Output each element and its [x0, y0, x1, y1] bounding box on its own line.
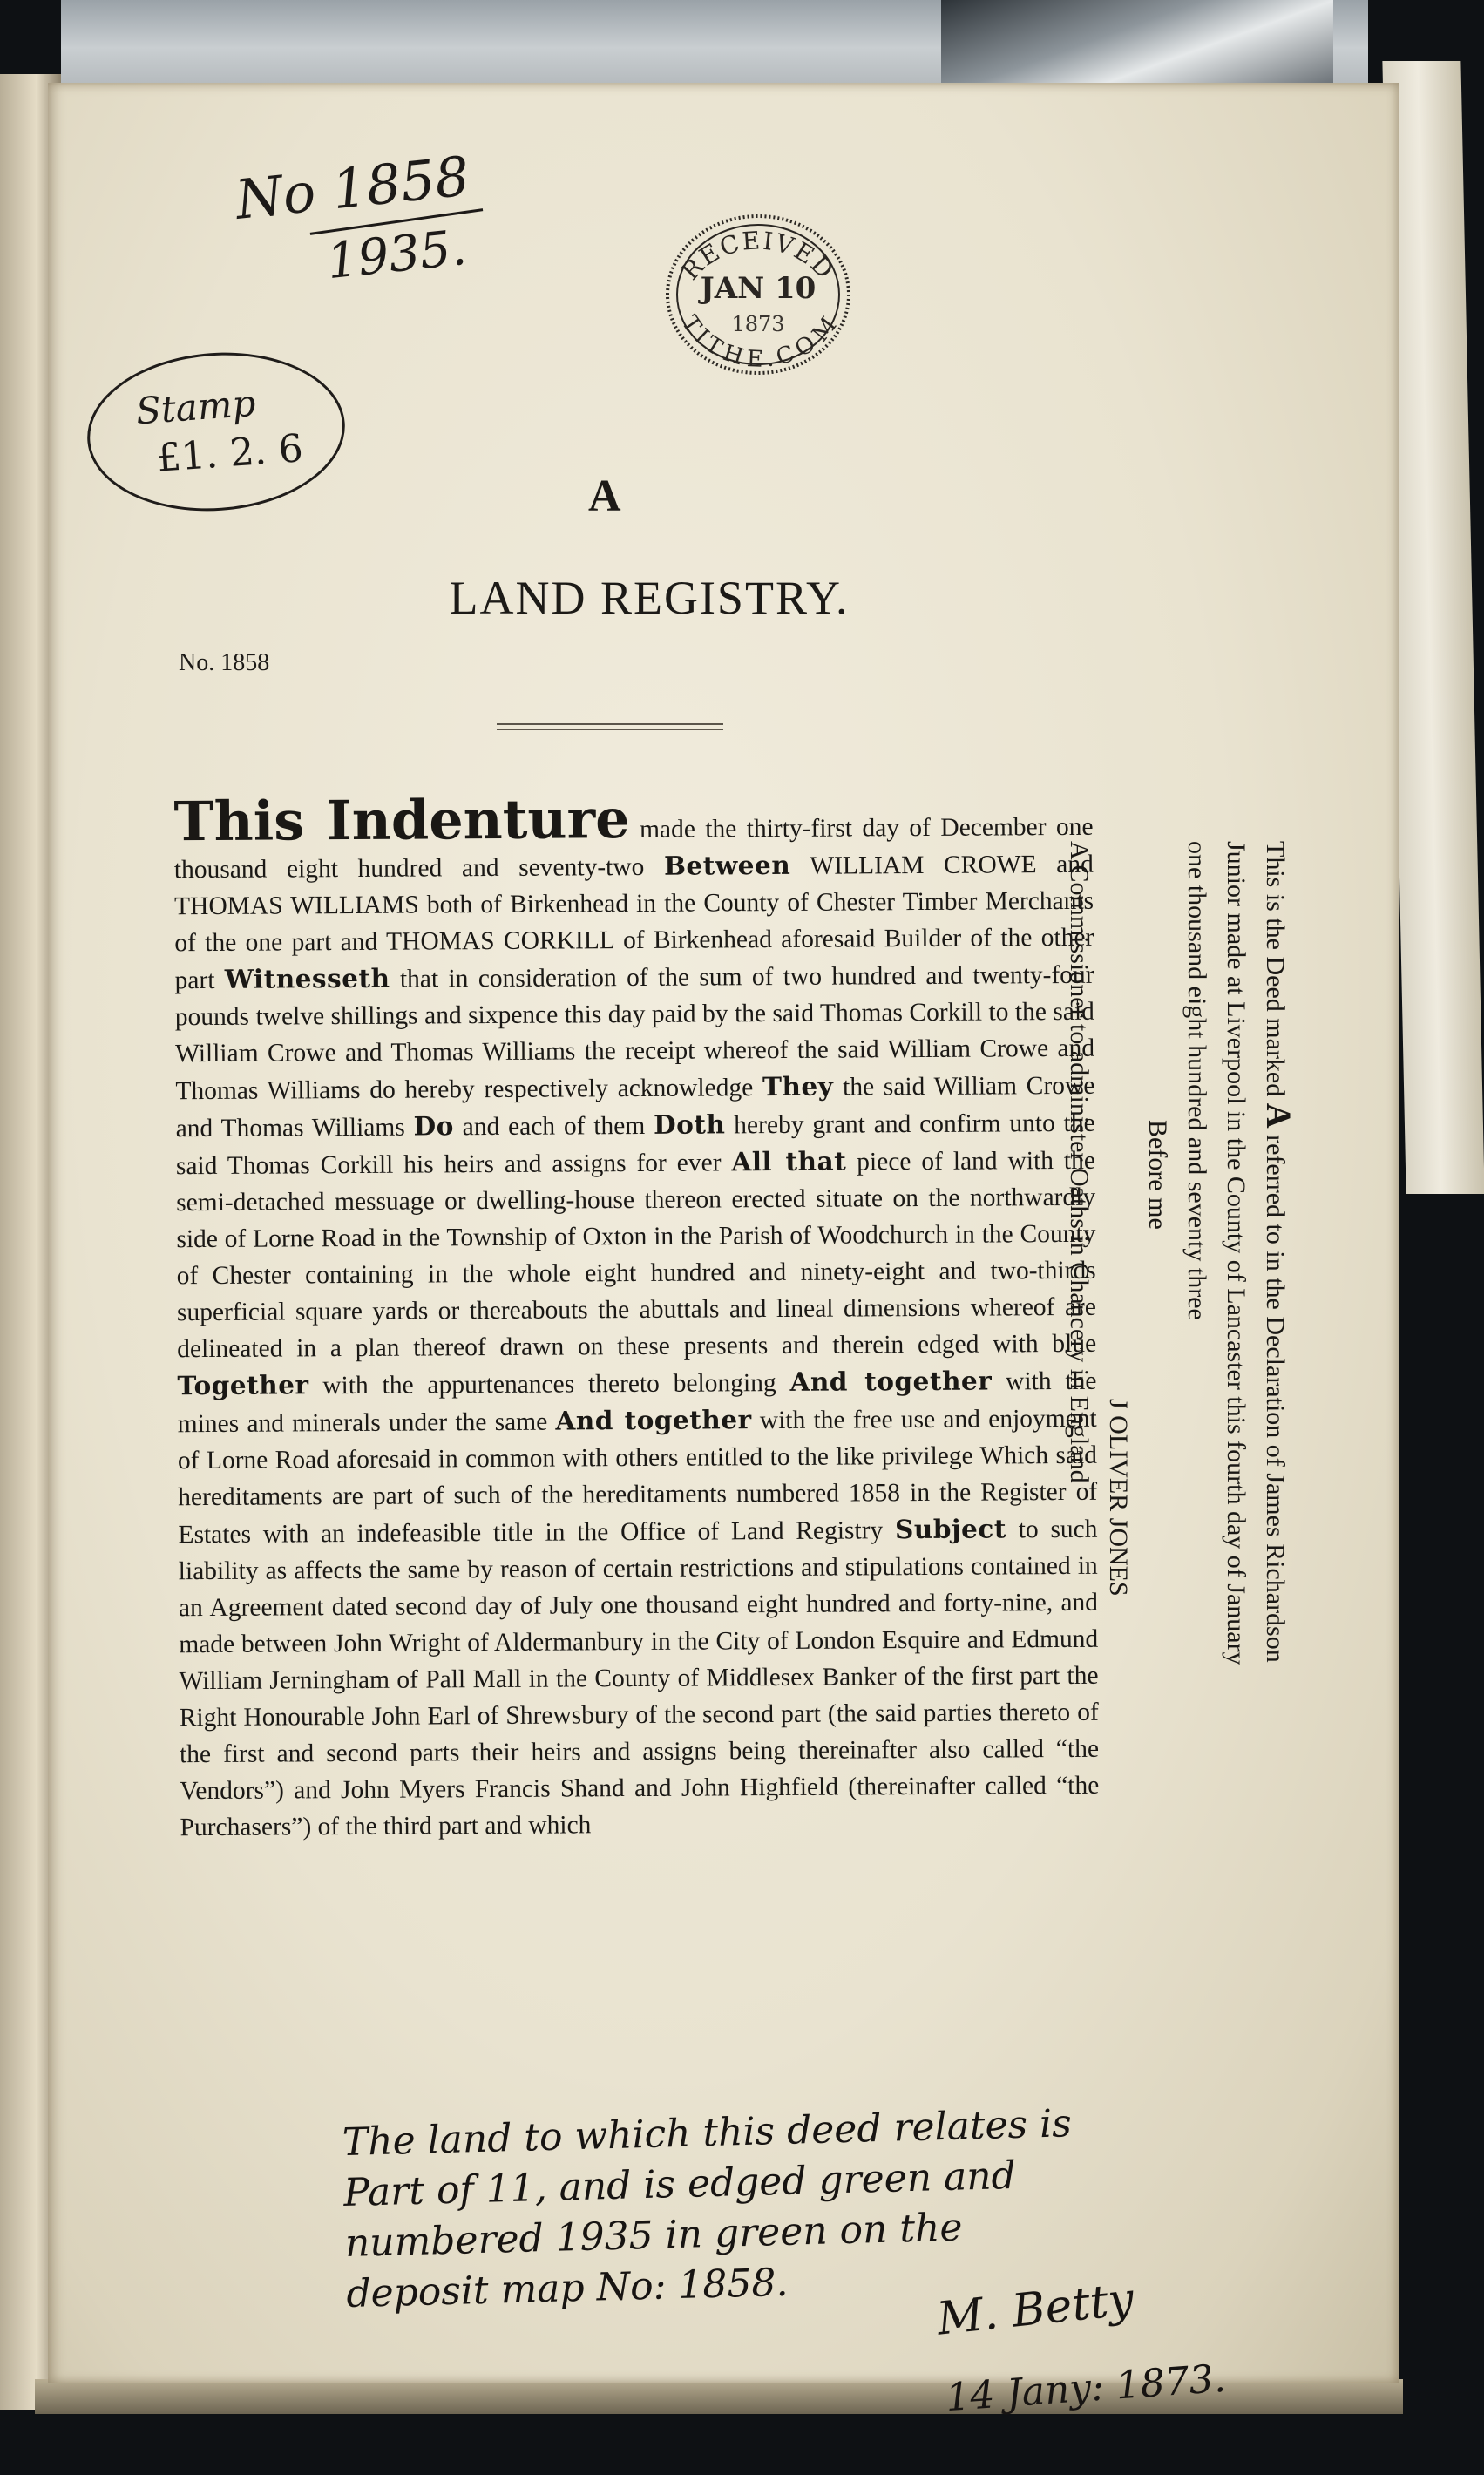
received-stamp-bottom: TITHE.COM	[676, 310, 844, 373]
received-stamp-top: RECEIVED	[675, 226, 841, 286]
received-stamp-year: 1873	[731, 312, 785, 336]
stamp-duty-oval	[82, 344, 350, 519]
deed-page	[48, 83, 1399, 2421]
indenture-text	[173, 787, 1100, 1846]
indenture-opening: This Indenture	[173, 787, 630, 854]
indenture-keyword: And together	[789, 1365, 993, 1397]
title-rule	[497, 723, 723, 730]
margin-line-2: Junior made at Liverpool in the County of Lancaster this fourth day of January	[1222, 841, 1250, 1665]
handwritten-date: 14 Jany: 1873.	[944, 2356, 1228, 2421]
received-stamp	[658, 200, 858, 375]
indenture-keyword: All that	[731, 1145, 847, 1177]
document-number: No. 1858	[179, 649, 270, 676]
handwritten-note-line: The land to which this deed relates is	[342, 2101, 1073, 2166]
indenture-segment: piece of land with the semi-detached messuage or dwelling-house thereon erected situate on the northwardly side of Lorne Road in the Township of Oxton in the Parish of Woodchurch in the County of Chester containing in the whole eight hundred and ninety-eight and two-thirds superficial square yards or thereabouts the abuttals and lineal dimensions whereof are delineated in a plan thereof drawn on these presents and therein edged with blue	[176, 1146, 1097, 1364]
received-stamp-date: JAN 10	[700, 271, 817, 306]
margin-line-3: one thousand eight hundred and seventy three	[1182, 841, 1211, 1320]
indenture-keyword: Do	[413, 1110, 454, 1142]
indenture-segment: with the free use and enjoyment of Lorne Road aforesaid in common with others entitled to the like privilege Which said hereditaments are part of such of the hereditaments numbered 1858 in the Register of Estates with an indefeasible title in the Office of Land Registry	[177, 1404, 1098, 1549]
indenture-keyword: Together	[177, 1369, 309, 1401]
indenture-segment: with the appurtenances thereto belonging	[308, 1368, 790, 1400]
stamp-word: Stamp	[134, 381, 257, 433]
handwritten-signature: M. Betty	[934, 2273, 1136, 2346]
indenture-segment: that in consideration of the sum of two hundred and twenty-four pounds twelve shillings and sixpence this day paid by the said Thomas Corkill to the said William Crowe and Thomas Williams the receipt whereof the said William Crowe and Thomas Williams do hereby respectively acknowledge	[174, 960, 1095, 1106]
indenture-keyword: Between	[663, 849, 791, 881]
indenture-segment: and each of them	[453, 1111, 654, 1142]
stamp-amount: £1. 2. 6	[155, 426, 305, 481]
indenture-segment: WILLIAM CROWE and THOMAS WILLIAMS both of Birkenhead in the County of Chester Timber Merchants of the one part and THOMAS CORKILL of Birkenhead aforesaid Builder of the other part	[173, 850, 1094, 995]
indenture-segment: with the mines and minerals under the same	[177, 1366, 1097, 1439]
margin-line-6: A Commissioner to administer Oaths in Chancery in England	[1065, 841, 1094, 1483]
document-letter: A	[588, 471, 621, 521]
handwritten-note-line: deposit map No: 1858.	[345, 2260, 789, 2317]
indenture-segment: hereby grant and confirm unto the said Thomas Corkill his heirs and assigns for ever	[175, 1109, 1095, 1181]
indenture-keyword: Witnesseth	[224, 962, 390, 994]
margin-text: referred to in the Declaration of James Richardson	[1261, 1128, 1290, 1663]
margin-deed-mark: A	[1259, 1102, 1298, 1129]
binder-fold	[941, 0, 1333, 96]
margin-line-5: J OLIVER JONES	[1104, 1399, 1133, 1597]
margin-line-4: Before me	[1143, 1120, 1172, 1230]
indenture-segment: the said William Crowe and Thomas Williams	[175, 1071, 1095, 1143]
handwritten-reg-sub: 1935.	[324, 219, 470, 291]
handwritten-note-line: numbered 1935 in green on the	[344, 2205, 964, 2267]
handwritten-note	[342, 2092, 1349, 2320]
indenture-segment: to such liability as affects the same by reason of certain restrictions and stipulations contained in an Agreement dated second day of July one thousand eight hundred and forty-nine, and made between John Wright of Aldermanbury in the City of London Esquire and Edmund William Jerningham of Pall Mall in the County of Middlesex Banker of the first part the Right Honourable John Earl of Shrewsbury of the second part (the said parties thereto of the first and second parts their heirs and assigns being thereinafter also called “the Vendors”) and John Myers Francis Shand and John Highfield (thereinafter called “the Purchasers”) of the third part and which	[178, 1515, 1100, 1842]
margin-line-1	[1256, 841, 1298, 1948]
handwritten-note-line: Part of 11, and is edged green and	[342, 2153, 1017, 2216]
indenture-segment: made the thirty-first day of December one thousand eight hundred and seventy-two	[173, 812, 1094, 885]
handwritten-reg-number: No 1858	[232, 144, 473, 232]
margin-text: This is the Deed marked	[1261, 841, 1290, 1103]
indenture-keyword: And together	[555, 1404, 752, 1436]
indenture-keyword: Doth	[653, 1109, 726, 1140]
indenture-keyword: Subject	[894, 1513, 1007, 1545]
document-title: LAND REGISTRY.	[449, 572, 850, 624]
declaration-margin-note	[985, 841, 1298, 1948]
indenture-keyword: They	[762, 1070, 834, 1102]
